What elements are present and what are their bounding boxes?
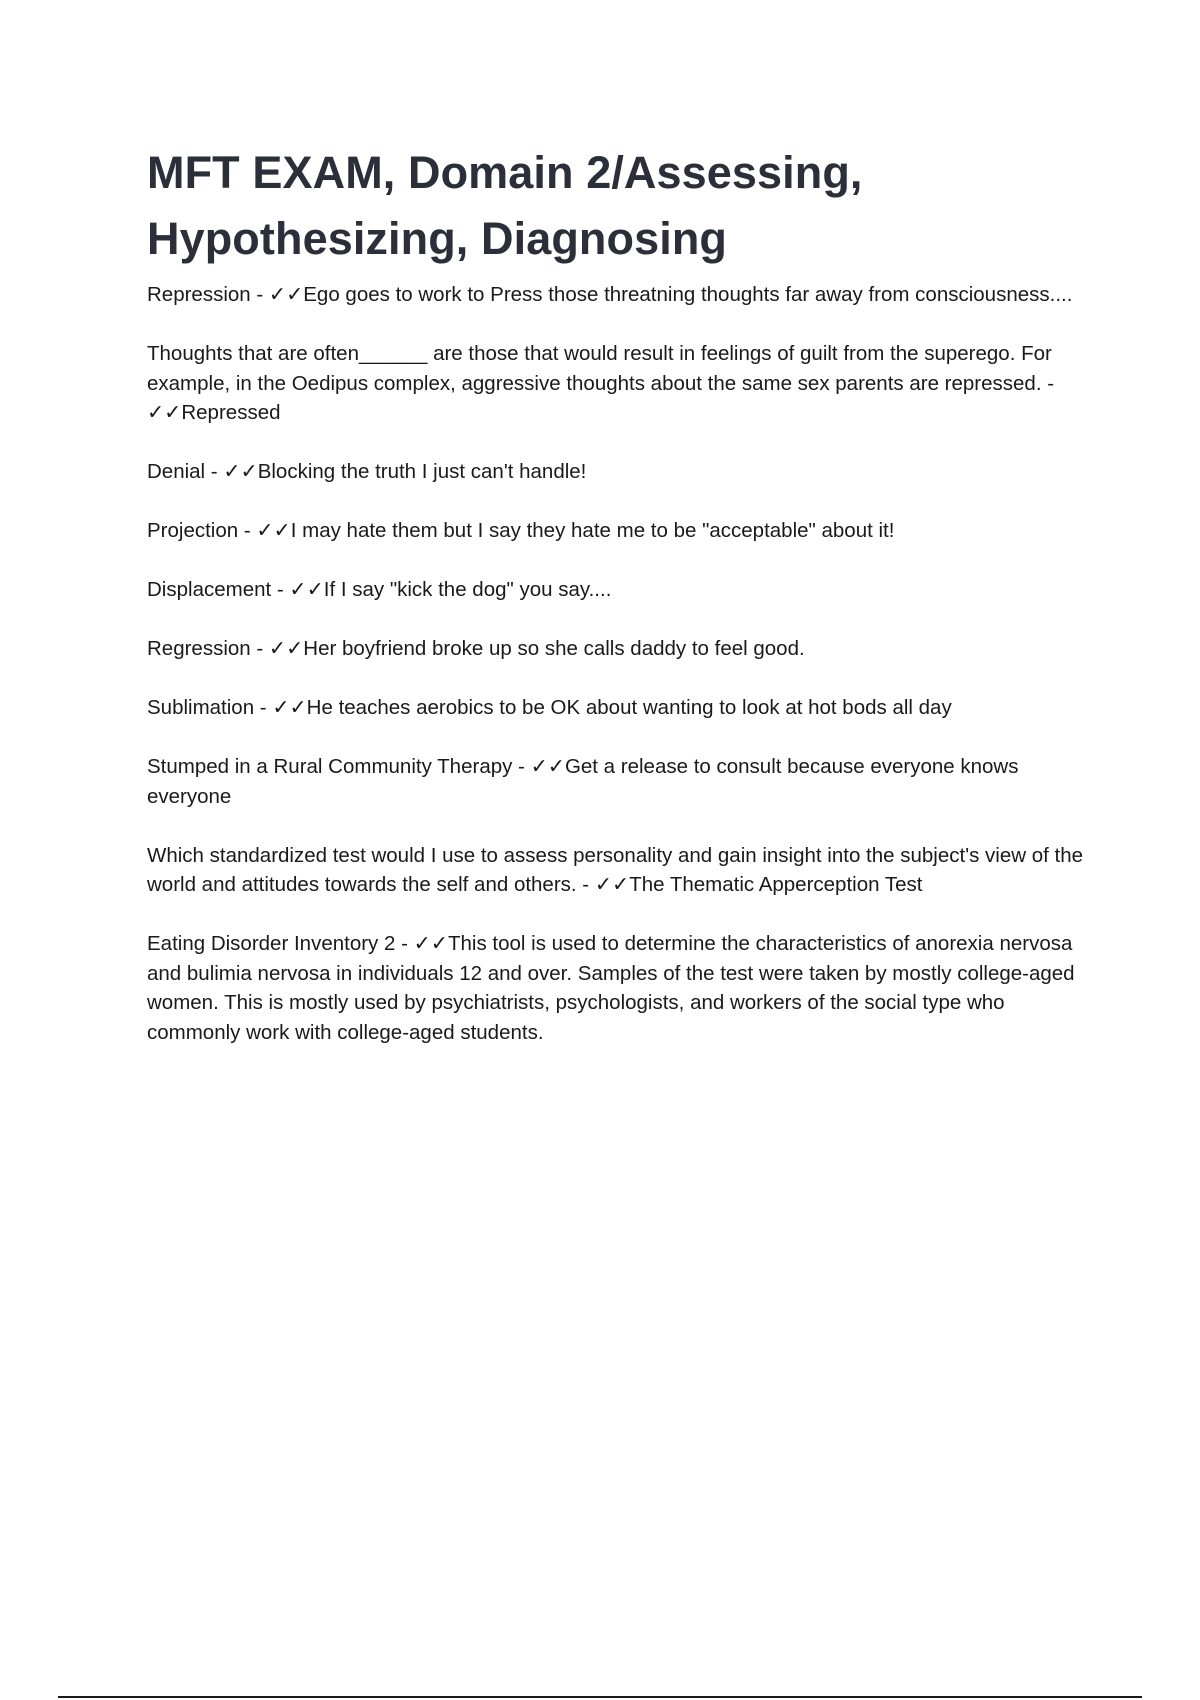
flashcard-eating-disorder-inventory: Eating Disorder Inventory 2 - ✓✓This tool is used to determine the characteristics of anorexia nervosa and bulimia nervosa in individuals 12 and over. Samples of the test were taken by mostly college-aged women. This is mostly used by psychiatrists, psychologists, and workers of the social type who commonly work with college-aged students.	[147, 932, 1075, 1044]
footer-divider	[58, 1696, 1142, 1698]
flashcard-regression: Regression - ✓✓Her boyfriend broke up so she calls daddy to feel good.	[147, 637, 805, 660]
document-title-line-2: Hypothesizing, Diagnosing	[147, 213, 728, 264]
flashcard-rural-community-therapy: Stumped in a Rural Community Therapy - ✓✓Get a release to consult because everyone knows everyone	[147, 755, 1019, 808]
flashcard-thematic-apperception-test: Which standardized test would I use to assess personality and gain insight into the subject's view of the world and attitudes towards the self and others. - ✓✓The Thematic Apperception Test	[147, 843, 1084, 896]
flashcard-denial: Denial - ✓✓Blocking the truth I just can't handle!	[147, 460, 587, 483]
document-title	[147, 140, 1097, 272]
flashcard-repression: Repression - ✓✓Ego goes to work to Press those threatning thoughts far away from consciousness....	[147, 283, 1073, 306]
flashcard-displacement: Displacement - ✓✓If I say "kick the dog" you say....	[147, 578, 612, 601]
flashcard-projection: Projection - ✓✓I may hate them but I say they hate me to be "acceptable" about it!	[147, 519, 895, 542]
flashcard-sublimation: Sublimation - ✓✓He teaches aerobics to be OK about wanting to look at hot bods all day	[147, 696, 952, 719]
document-content	[147, 140, 1097, 1047]
document-title-line-1: MFT EXAM, Domain 2/Assessing,	[147, 147, 863, 198]
flashcard-repressed-thoughts: Thoughts that are often______ are those that would result in feelings of guilt from the superego. For example, in the Oedipus complex, aggressive thoughts about the same sex parents are repressed. - ✓✓Repressed	[147, 342, 1055, 424]
flashcard-list	[147, 280, 1097, 1047]
